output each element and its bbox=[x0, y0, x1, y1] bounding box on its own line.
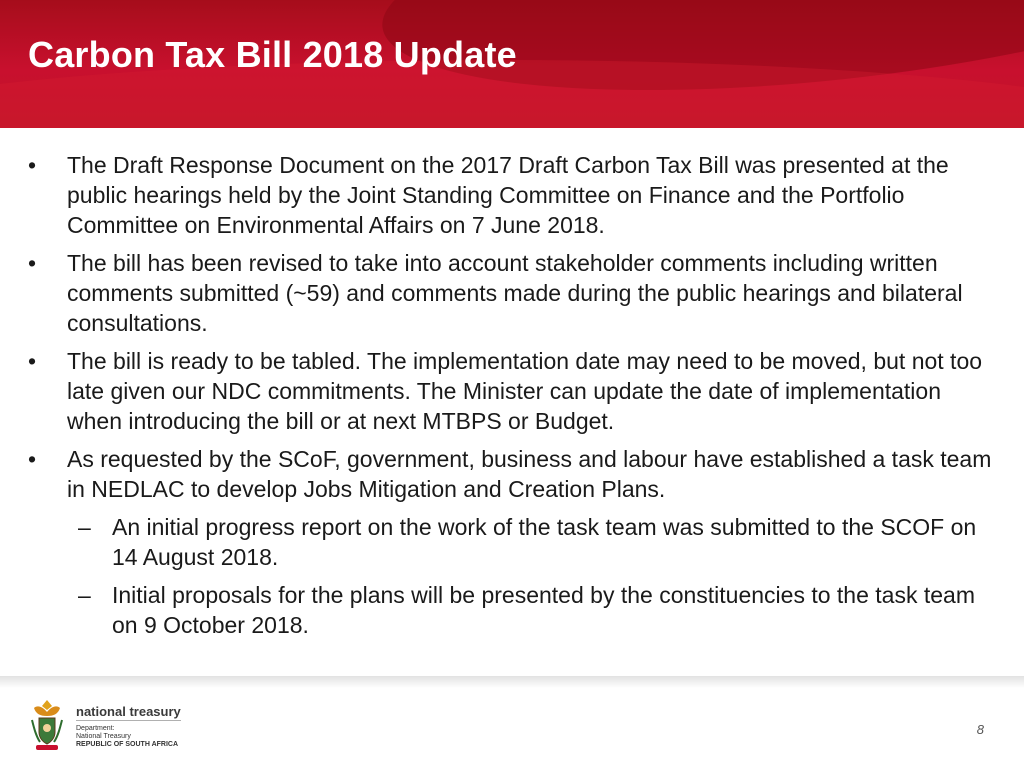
coat-of-arms-icon bbox=[28, 698, 66, 752]
sub-bullet-text: Initial proposals for the plans will be presented by the constituencies to the task team on 9 October 2018. bbox=[112, 582, 975, 638]
sub-bullet-text: An initial progress report on the work of the task team was submitted to the SCOF on 14 August 2018. bbox=[112, 514, 977, 570]
sub-bullet-item bbox=[28, 580, 998, 640]
sub-bullet-item bbox=[28, 512, 998, 572]
logo-department-name: National Treasury bbox=[76, 733, 131, 740]
bullet-marker: • bbox=[28, 250, 37, 276]
sub-bullet-marker: – bbox=[78, 514, 91, 540]
slide-body bbox=[28, 150, 998, 648]
title-banner bbox=[0, 0, 1024, 128]
bullet-text: The bill is ready to be tabled. The implementation date may need to be moved, but not too late given our NDC commitments. The Minister can update the date of implementation when introducing the bill or at next MTBPS or Budget. bbox=[67, 348, 983, 434]
bullet-marker: • bbox=[28, 446, 37, 472]
logo-country: REPUBLIC OF SOUTH AFRICA bbox=[76, 741, 179, 748]
national-treasury-logo bbox=[28, 698, 198, 756]
bullet-item bbox=[28, 150, 998, 240]
bullet-marker: • bbox=[28, 152, 37, 178]
slide-title: Carbon Tax Bill 2018 Update bbox=[28, 34, 517, 75]
footer-divider bbox=[0, 676, 1024, 688]
logo-department: Department: bbox=[76, 725, 115, 732]
page-number: 8 bbox=[976, 722, 984, 737]
bullet-text: As requested by the SCoF, government, business and labour have established a task team in NEDLAC to develop Jobs Mitigation and Creation Plans. bbox=[67, 446, 992, 502]
bullet-item bbox=[28, 346, 998, 436]
bullet-text: The bill has been revised to take into account stakeholder comments including written comments submitted (~59) and comments made during the public hearings and bilateral consultations. bbox=[67, 250, 963, 336]
logo-wordmark: national treasury bbox=[76, 704, 181, 719]
bullet-item bbox=[28, 444, 998, 504]
bullet-item bbox=[28, 248, 998, 338]
bullet-text: The Draft Response Document on the 2017 Draft Carbon Tax Bill was presented at the public hearings held by the Joint Standing Committee on Finance and the Portfolio Committee on Environmental Affairs on 7 June 2018. bbox=[67, 152, 949, 238]
sub-bullet-marker: – bbox=[78, 582, 91, 608]
bullet-marker: • bbox=[28, 348, 37, 374]
